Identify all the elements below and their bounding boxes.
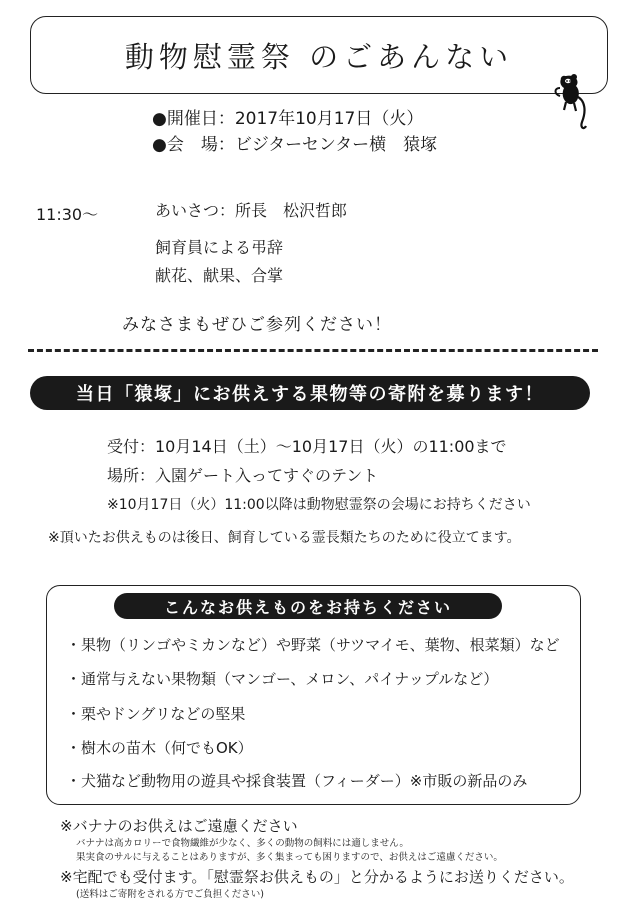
- offering-item: ・通常与えない果物類（マンゴー、メロン、パイナップルなど）: [66, 670, 499, 688]
- schedule-item: 飼育員による弔辞: [155, 238, 284, 257]
- event-venue: ●会 場：ビジターセンター横 猿塚: [152, 135, 438, 155]
- delivery-notice: ※宅配でも受付ます。「慰霊祭お供えもの」と分かるようにお送りください。: [60, 868, 574, 886]
- dashed-divider: [28, 349, 598, 352]
- offerings-header: [114, 593, 502, 619]
- schedule-time: 11:30〜: [36, 205, 99, 224]
- donation-banner: [30, 376, 590, 410]
- offering-item: ・果物（リンゴやミカンなど）や野菜（サツマイモ、葉物、根菜類）など: [66, 636, 560, 654]
- event-date: ●開催日：2017年10月17日（火）: [152, 109, 424, 129]
- banana-reason: バナナは高カロリーで食物繊維が少なく、多くの動物の飼料には適しません。: [76, 838, 409, 849]
- shipping-note: (送料はご寄附をされる方でご負担ください): [76, 889, 264, 900]
- schedule-item: 献花、献果、合掌: [155, 266, 284, 285]
- offering-item: ・栗やドングリなどの堅果: [66, 705, 246, 723]
- banana-reason: 果実食のサルに与えることはありますが、多く集まっても困りますので、お供えはご遠慮ください。: [76, 852, 503, 863]
- offering-item: ・犬猫など動物用の遊具や採食装置（フィーダー）※市販の新品のみ: [66, 772, 528, 790]
- usage-note: ※頂いたお供えものは後日、飼育している霊長類たちのために役立てます。: [48, 530, 521, 546]
- monkey-icon: [552, 66, 592, 132]
- reception-period: 受付：10月14日（土）〜10月17日（火）の11:00まで: [107, 437, 507, 456]
- donation-banner-text: 当日「猿塚」にお供えする果物等の寄附を募ります！: [76, 384, 544, 405]
- offering-item: ・樹木の苗木（何でもOK）: [66, 739, 253, 757]
- schedule-item: あいさつ：所長 松沢哲郎: [155, 201, 348, 220]
- banana-notice: ※バナナのお供えはご遠慮ください: [60, 817, 298, 835]
- closing-message: みなさまもぜひご参列ください！: [122, 315, 392, 335]
- offerings-header-text: こんなお供えものをお持ちください: [163, 597, 452, 617]
- venue-note: ※10月17日（火）11:00以降は動物慰霊祭の会場にお持ちください: [107, 497, 531, 513]
- title-box: [30, 16, 608, 94]
- page-title: 動物慰霊祭 のごあんない: [124, 39, 514, 74]
- reception-place: 場所：入園ゲート入ってすぐのテント: [107, 466, 379, 485]
